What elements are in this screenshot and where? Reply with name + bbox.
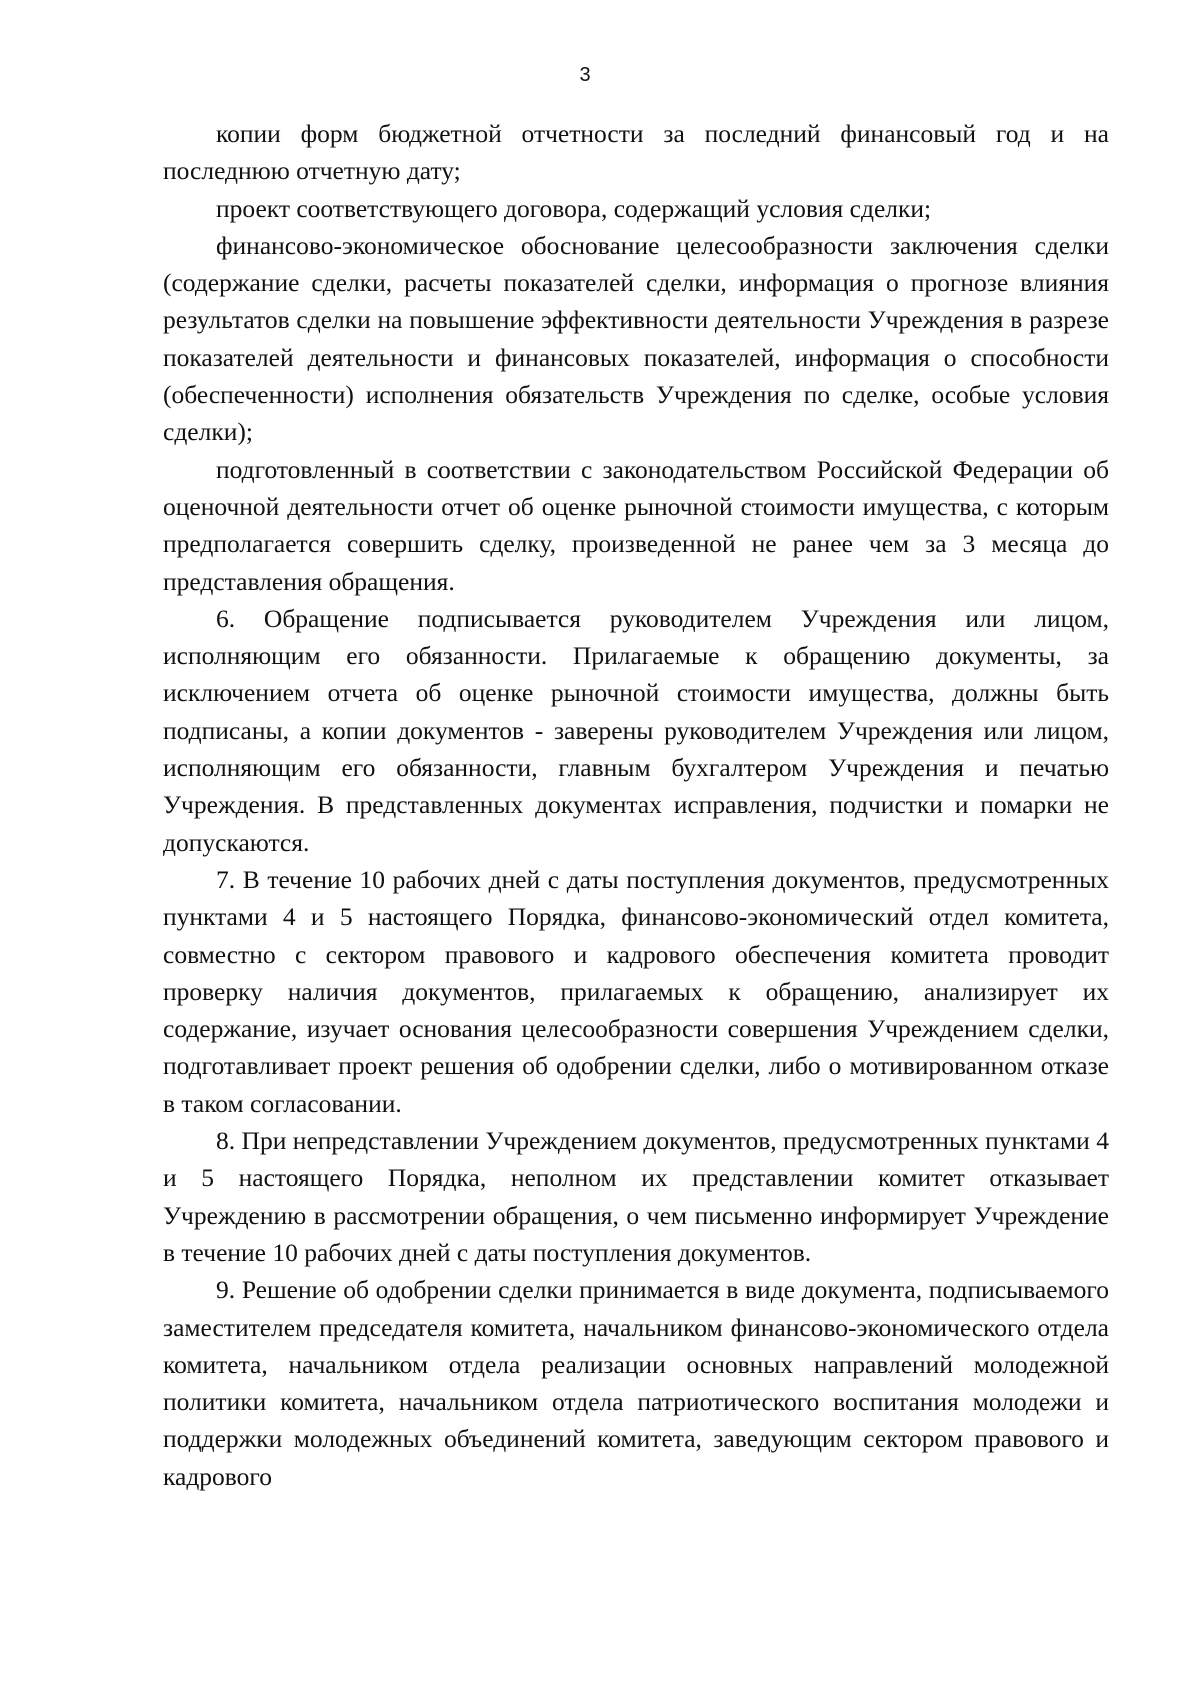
paragraph-budget-report-copies: копии форм бюджетной отчетности за последний финансовый год и на последнюю отчетную дату;: [163, 119, 1109, 186]
paragraph-valuation-report: подготовленный в соответствии с законодательством Российской Федерации об оценочной деятельности отчет об оценке рыночной стоимости имущества, с которым предполагается совершить сделку, произведенной не ранее чем за 3 месяца до представления обращения.: [163, 454, 1109, 596]
paragraph-item-8: 8. При непредставлении Учреждением документов, предусмотренных пунктами 4 и 5 настоящего Порядка, неполном их представлении комитет отказывает Учреждению в рассмотрении обращения, о чем письменно информирует Учреждение в течение 10 рабочих дней с даты поступления документов.: [163, 1126, 1109, 1267]
document-body: [163, 115, 1109, 1495]
paragraph-item-7: 7. В течение 10 рабочих дней с даты поступления документов, предусмотренных пунктами 4 и 5 настоящего Порядка, финансово-экономический отдел комитета, совместно с сектором правового и кадрового обеспечения комитета проводит проверку наличия документов, прилагаемых к обращению, анализирует их содержание, изучает основания целесообразности совершения Учреждением сделки, подготавливает проект решения об одобрении сделки, либо о мотивированном отказе в таком согласовании.: [163, 864, 1109, 1118]
paragraph-item-9: 9. Решение об одобрении сделки принимается в виде документа, подписываемого заместителем председателя комитета, начальником финансово-экономического отдела комитета, начальником отдела реализации основных направлений молодежной политики комитета, начальником отдела патриотического воспитания молодежи и поддержки молодежных объединений комитета, заведующим сектором правового и кадрового: [163, 1275, 1109, 1491]
page-number: 3: [579, 64, 591, 86]
paragraph-feasibility-justification: финансово-экономическое обоснование целесообразности заключения сделки (содержание сделки, расчеты показателей сделки, информация о прогнозе влияния результатов сделки на повышение эффективности деятельности Учреждения в разрезе показателей деятельности и финансовых показателей, информация о способности (обеспеченности) исполнения обязательств Учреждения по сделке, особые условия сделки);: [163, 230, 1109, 447]
paragraph-draft-contract: проект соответствующего договора, содержащий условия сделки;: [216, 193, 932, 223]
paragraph-item-6: 6. Обращение подписывается руководителем Учреждения или лицом, исполняющим его обязанности. Прилагаемые к обращению документы, за исключением отчета об оценке рыночной стоимости имущества, должны быть подписаны, а копии документов - заверены руководителем Учреждения или лицом, исполняющим его обязанности, главным бухгалтером Учреждения и печатью Учреждения. В представленных документах исправления, подчистки и помарки не допускаются.: [163, 603, 1109, 857]
